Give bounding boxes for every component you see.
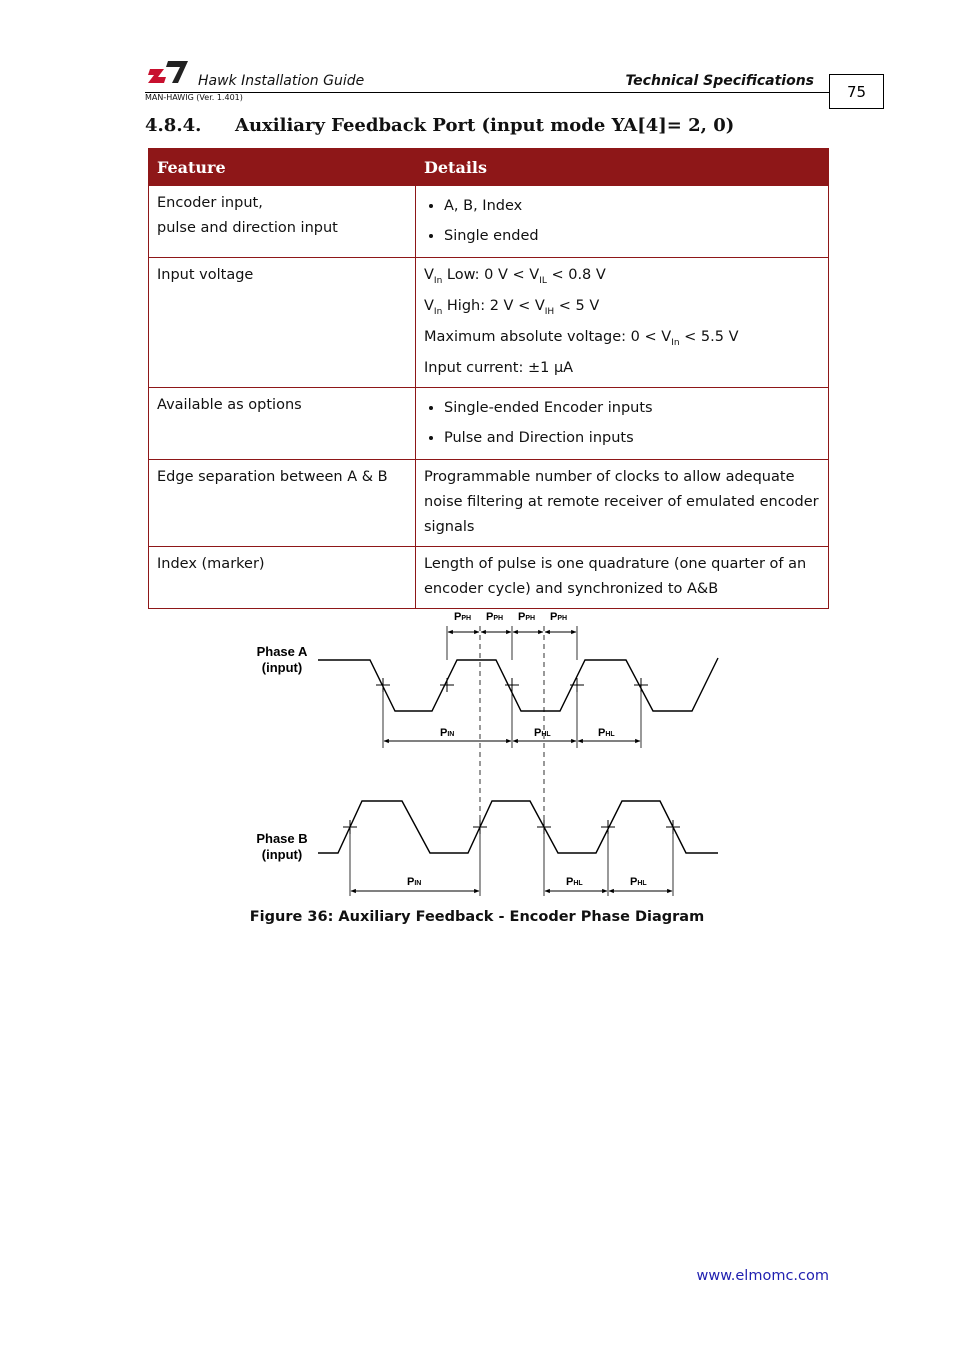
feature-cell bbox=[149, 459, 416, 546]
header-rule bbox=[145, 92, 829, 93]
phase-a-sublabel: (input) bbox=[261, 660, 303, 675]
phl-label: PHL bbox=[566, 876, 583, 888]
bullet-list bbox=[424, 191, 820, 251]
feature-cell bbox=[149, 258, 416, 388]
table-row bbox=[149, 459, 829, 546]
pph-label: PPH bbox=[518, 611, 536, 623]
elmo-logo-icon bbox=[148, 57, 188, 87]
column-header-details: Details bbox=[416, 149, 829, 186]
table-row bbox=[149, 387, 829, 459]
table-row bbox=[149, 258, 829, 388]
voltage-low-line: $V_{In}$ Low: 0 $V < V_{IL} < 0.8$ V bbox=[424, 267, 606, 286]
feature-text: Encoder input, bbox=[157, 195, 263, 211]
pph-label: PPH bbox=[486, 611, 504, 623]
feature-text: Edge separation between A & B bbox=[157, 468, 388, 485]
section-title: Technical Specifications bbox=[625, 73, 814, 89]
encoder-phase-diagram bbox=[240, 605, 730, 905]
feature-text: Index (marker) bbox=[157, 555, 265, 572]
phl-label: PHL bbox=[598, 727, 615, 739]
pin-label: PIN bbox=[407, 876, 422, 888]
section-title-text: Auxiliary Feedback Port (input mode YA[4]= 2, 0) bbox=[235, 115, 735, 136]
details-cell bbox=[416, 186, 829, 258]
phl-label: PHL bbox=[630, 876, 647, 888]
details-cell bbox=[416, 258, 829, 388]
page-number: 75 bbox=[829, 74, 884, 109]
section-number: 4.8.4. bbox=[145, 115, 202, 136]
pph-label: PPH bbox=[454, 611, 472, 623]
feature-cell bbox=[149, 387, 416, 459]
phase-a-label: Phase A bbox=[256, 644, 308, 659]
doc-code: MAN-HAWIG (Ver. 1.401) bbox=[145, 93, 243, 102]
dimension-arrows bbox=[351, 632, 672, 891]
figure-caption: Figure 36: Auxiliary Feedback - Encoder Phase Diagram bbox=[249, 909, 705, 925]
doc-title: Hawk Installation Guide bbox=[198, 73, 365, 89]
column-header-feature: Feature bbox=[149, 149, 416, 186]
bullet-item: • A, B, Index bbox=[444, 191, 820, 221]
bullet-item: • Single ended bbox=[444, 221, 820, 251]
table-header-row bbox=[149, 149, 829, 186]
feature-text: Input voltage bbox=[157, 267, 254, 283]
feature-text: Available as options bbox=[157, 396, 302, 413]
phase-b-label: Phase B bbox=[256, 831, 308, 846]
phl-label: PHL bbox=[534, 727, 551, 739]
bullet-item: • Single-ended Encoder inputs bbox=[444, 393, 820, 423]
reference-lines bbox=[350, 626, 673, 896]
spec-table bbox=[148, 148, 829, 609]
crossing-markers bbox=[343, 678, 680, 834]
table-row bbox=[149, 546, 829, 608]
bullet-item: • Pulse and Direction inputs bbox=[444, 423, 820, 453]
details-cell: Programmable number of clocks to allow adequate noise filtering at remote receiver of emulated encoder signals bbox=[416, 459, 829, 546]
pph-label: PPH bbox=[550, 611, 568, 623]
phase-b-waveform bbox=[318, 801, 718, 853]
details-cell bbox=[416, 387, 829, 459]
bullet-list bbox=[424, 393, 820, 453]
voltage-max-line: Maximum absolute voltage: $0 < V_{In} < 5.5$ V bbox=[424, 328, 739, 348]
details-cell: Length of pulse is one quadrature (one quarter of an encoder cycle) and synchronized to A&B bbox=[416, 546, 829, 608]
feature-cell bbox=[149, 546, 416, 608]
website-link[interactable]: www.elmomc.com bbox=[696, 1268, 829, 1284]
phase-b-sublabel: (input) bbox=[261, 847, 303, 862]
input-current-line: Input current: ±1 μA bbox=[424, 359, 574, 376]
table-row bbox=[149, 186, 829, 258]
feature-cell bbox=[149, 186, 416, 258]
pin-label: PIN bbox=[440, 727, 455, 739]
voltage-high-line: $V_{In}$ High: 2 $V < V_{IH} < 5$ V bbox=[424, 297, 600, 317]
feature-text: pulse and direction input bbox=[157, 220, 338, 236]
section-heading bbox=[145, 115, 734, 136]
